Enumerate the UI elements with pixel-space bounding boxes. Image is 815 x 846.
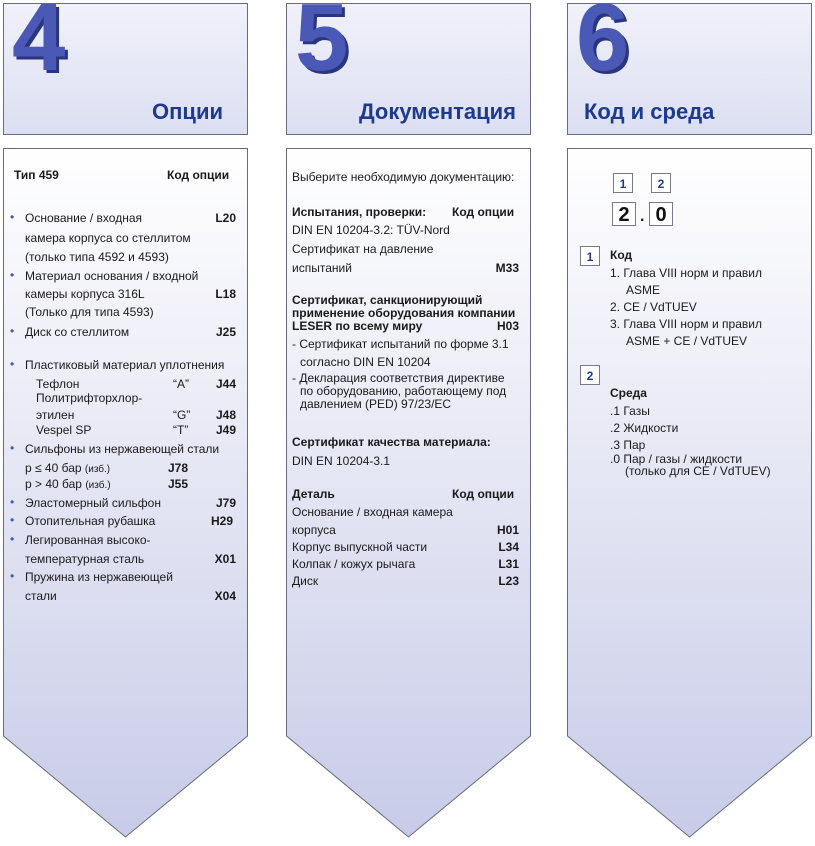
part-name: Основание / входная камера <box>292 505 453 519</box>
option-text: (только типа 4592 и 4593) <box>25 250 169 264</box>
code-option: 3. Глава VIII норм и правил <box>610 317 762 331</box>
header-options <box>3 0 248 135</box>
bullet-icon: • <box>10 210 15 224</box>
option-grade: “G” <box>173 408 191 422</box>
option-code: L18 <box>215 287 236 301</box>
option-grade: “A” <box>173 377 189 391</box>
section-number: 6 <box>576 0 628 91</box>
option-text: стали <box>25 589 57 603</box>
option-text: Материал основания / входной <box>25 269 199 283</box>
code-header: Код опции <box>167 168 230 182</box>
section-heading: Сертификат качества материала: <box>292 435 491 449</box>
option-text: Диск со стеллитом <box>25 325 130 339</box>
doc-text: DIN EN 10204-3.2: TÜV-Nord <box>292 223 450 237</box>
part-code: H01 <box>496 523 519 537</box>
medium-option: (только для CE / VdTUEV) <box>625 464 771 478</box>
option-code: J25 <box>215 325 236 339</box>
code-header: Код опции <box>452 487 515 501</box>
part-name: корпуса <box>292 523 336 537</box>
option-code: J55 <box>168 477 189 491</box>
option-text: Vespel SP <box>36 423 92 437</box>
gauge-suffix: (изб.) <box>84 464 111 475</box>
pressure-label: p > 40 бар <box>25 477 82 491</box>
position-2-box: 2 <box>651 173 671 193</box>
section-heading: применение оборудования компании <box>292 306 516 320</box>
option-text: (Только для типа 4593) <box>25 305 154 319</box>
doc-text: - Декларация соответствия директиве <box>292 371 505 385</box>
bullet-icon: • <box>10 441 15 455</box>
bullet-icon: • <box>10 268 15 282</box>
option-text: Пластиковый материал уплотнения <box>25 358 225 372</box>
part-code: L31 <box>498 557 519 571</box>
part-code: L34 <box>498 540 519 554</box>
doc-code: M33 <box>495 261 519 275</box>
section-number: 4 <box>12 0 64 91</box>
code-title: Код <box>610 248 633 262</box>
option-text: Сильфоны из нержавеющей стали <box>25 442 220 456</box>
option-grade: “T” <box>173 423 189 437</box>
doc-text: Сертификат на давление <box>292 242 434 256</box>
section-title: Документация <box>358 99 516 124</box>
doc-text: DIN EN 10204-3.1 <box>292 454 391 468</box>
bullet-icon: • <box>10 532 15 546</box>
option-text: Отопительная рубашка <box>25 514 156 528</box>
option-text: Основание / входная <box>25 211 143 225</box>
option-text: этилен <box>36 408 75 422</box>
code-option: 2. CE / VdTUEV <box>610 300 697 314</box>
section-title: Опции <box>152 99 223 124</box>
doc-text: по оборудованию, работающему под <box>300 384 507 398</box>
arrow-panel-shape <box>567 148 812 838</box>
option-code: J49 <box>215 423 236 437</box>
option-text: камеры корпуса 316L <box>25 287 145 301</box>
option-code: X04 <box>214 589 236 603</box>
option-code: X01 <box>214 552 236 566</box>
medium-option: .0 Пар / газы / жидкости <box>610 452 743 466</box>
section-heading: Сертификат, санкционирующий <box>292 293 483 307</box>
option-text: Политрифторхлор- <box>36 391 143 405</box>
doc-text: испытаний <box>292 261 352 275</box>
header-documentation <box>286 0 531 135</box>
option-code: J78 <box>168 461 189 475</box>
bullet-icon: • <box>10 324 15 338</box>
option-code: J44 <box>215 377 236 391</box>
documentation-panel <box>286 148 531 838</box>
doc-text: согласно DIN EN 10204 <box>300 355 431 369</box>
section-number: 5 <box>295 0 347 91</box>
header-code-medium <box>567 0 812 135</box>
bullet-icon: • <box>10 513 15 527</box>
section-heading: Испытания, проверки: <box>292 205 427 219</box>
option-text: температурная сталь <box>25 552 145 566</box>
intro-text: Выберите необходимую документацию: <box>292 170 515 184</box>
option-text: Эластомерный сильфон <box>25 496 161 510</box>
code-medium-panel <box>567 148 812 838</box>
option-text: Пружина из нержавеющей <box>25 570 173 584</box>
bullet-icon: • <box>10 357 15 371</box>
code-option: ASME + CE / VdTUEV <box>626 334 748 348</box>
section-heading: LESER по всему миру <box>292 319 423 333</box>
medium-option: .1 Газы <box>610 404 650 418</box>
option-code: J79 <box>215 496 236 510</box>
medium-option: .3 Пар <box>610 438 646 452</box>
part-name: Диск <box>292 574 319 588</box>
medium-title: Среда <box>610 386 647 400</box>
section-heading: Деталь <box>292 487 335 501</box>
bullet-icon: • <box>10 569 15 583</box>
code-digit-1: 2 <box>612 202 636 226</box>
option-text: Легированная высоко- <box>25 533 151 547</box>
option-text <box>25 475 111 495</box>
option-code: L20 <box>215 211 236 225</box>
option-code: J48 <box>215 408 236 422</box>
type-label: Тип 459 <box>14 168 59 182</box>
code-separator: . <box>640 208 645 225</box>
option-text: Тефлон <box>36 377 80 391</box>
code-option: ASME <box>626 283 661 297</box>
part-name: Корпус выпускной части <box>292 540 428 554</box>
code-option: 1. Глава VIII норм и правил <box>610 266 762 280</box>
code-marker-2: 2 <box>580 365 600 385</box>
bullet-icon: • <box>10 495 15 509</box>
medium-option: .2 Жидкости <box>610 421 679 435</box>
doc-code: H03 <box>496 319 519 333</box>
doc-text: - Сертификат испытаний по форме 3.1 <box>292 337 509 351</box>
doc-text: давлением (PED) 97/23/EC <box>300 397 452 411</box>
option-text: камера корпуса со стеллитом <box>25 231 191 245</box>
position-1-box: 1 <box>613 173 633 193</box>
options-panel <box>3 148 248 838</box>
option-code: H29 <box>211 514 234 528</box>
part-code: L23 <box>498 574 519 588</box>
code-header: Код опции <box>452 205 515 219</box>
pressure-label: p ≤ 40 бар <box>25 461 82 475</box>
code-marker-1: 1 <box>580 246 600 266</box>
code-digit-2: 0 <box>649 202 673 226</box>
part-name: Колпак / кожух рычага <box>292 557 416 571</box>
section-title: Код и среда <box>584 99 715 124</box>
gauge-suffix: (изб.) <box>85 480 111 491</box>
